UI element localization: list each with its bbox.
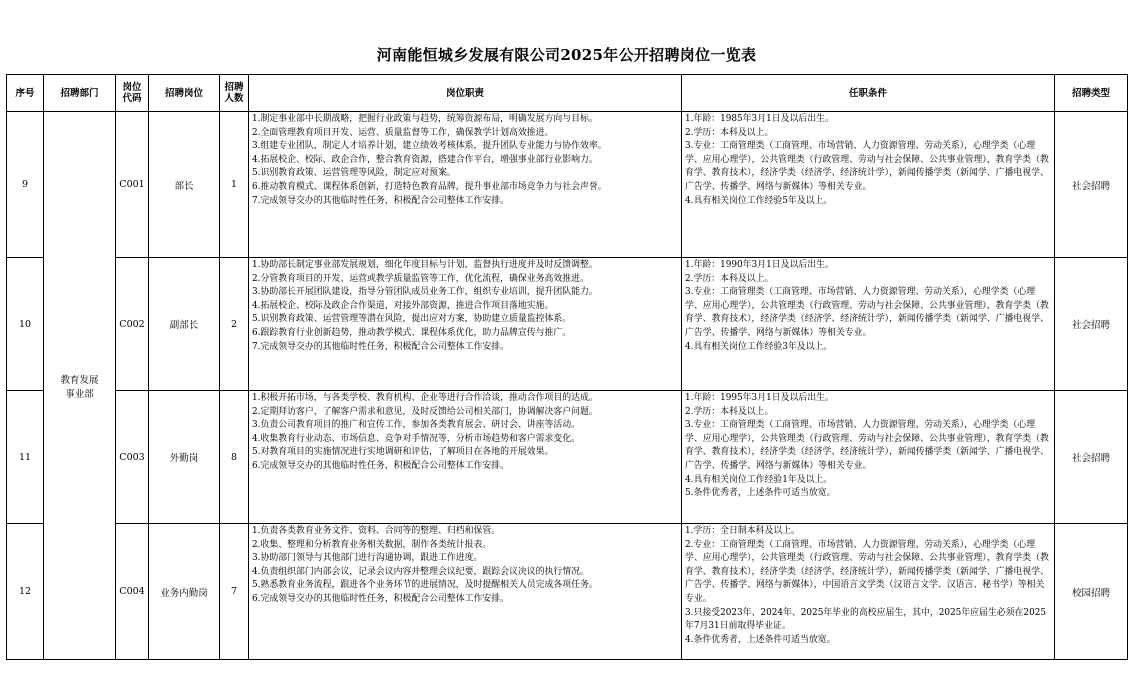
- duty-line: 2.全面管理教育项目开发、运营、质量监督等工作，确保教学计划高效推进。: [252, 127, 554, 138]
- table-row: [7, 112, 1128, 258]
- duty-line: 5.识别教育政策、运营管理等潜在风险，提出应对方案，协助建立质量监控体系。: [252, 314, 572, 325]
- cell-count: 1: [220, 112, 249, 258]
- duty-line: 3.组建专业团队，制定人才培养计划，建立绩效考核体系，提升团队专业能力与协作效率。: [252, 141, 607, 152]
- cell-code: C001: [116, 112, 149, 258]
- dept-line2: 事业部: [65, 388, 94, 400]
- requirement-line: 1.年龄：1985年3月1日及以后出生。: [685, 114, 834, 124]
- cell-seq: 12: [7, 524, 44, 660]
- cell-duties: [249, 112, 682, 258]
- cell-code: C004: [116, 524, 149, 660]
- duty-line: 4.拓展校企、校际、政企合作，整合教育资源，搭建合作平台，增强事业部行业影响力。: [252, 154, 598, 165]
- duty-line: 3.协助部门领导与其他部门进行沟通协调，跟进工作进度。: [252, 553, 483, 564]
- duty-line: 6.推动教育模式、课程体系创新，打造特色教育品牌，提升事业部市场竞争力与社会声誉。: [252, 181, 607, 192]
- duty-line: 2.收集、整理和分析教育业务相关数据，制作各类统计报表。: [252, 539, 492, 550]
- requirement-line: 2.专业：工商管理类（工商管理、市场营销、人力资源管理、劳动关系），心理学类（心理学、应用心理学），公共管理类（行政管理、劳动与社会保障、公共事业管理），教育学类（教育学、教育技术），经济学类（经济学、经济统计学），新闻传播学类（新闻学、广播电视学、广告学、传播学、网络与新媒体），中国语言文学类（汉语言文学、汉语言、秘书学）等相关专业。: [685, 539, 1049, 604]
- requirement-line: 3.专业：工商管理类（工商管理、市场营销、人力资源管理、劳动关系），心理学类（心理学、应用心理学），公共管理类（行政管理、劳动与社会保障、公共事业管理），教育学类（教育学、教育技术），经济学类（经济学、经济统计学），新闻传播学类（新闻学、广播电视学、广告学、传播学、网络与新媒体）等相关专业。: [685, 287, 1049, 338]
- requirement-line: 3.专业：工商管理类（工商管理、市场营销、人力资源管理、劳动关系），心理学类（心理学、应用心理学），公共管理类（行政管理、劳动与社会保障、公共事业管理），教育学类（教育学、教育技术），经济学类（经济学、经济统计学），新闻传播学类（新闻学、广播电视学、广告学、传播学、网络与新媒体）等相关专业。: [685, 420, 1049, 471]
- table-row: [7, 524, 1128, 660]
- requirement-line: 5.条件优秀者，上述条件可适当放宽。: [685, 488, 836, 499]
- header-code-line2: 代码: [122, 93, 142, 104]
- cell-count: 8: [220, 391, 249, 524]
- cell-seq: 9: [7, 112, 44, 258]
- header-count-line2: 人数: [224, 93, 244, 104]
- requirement-line: 2.学历：本科及以上。: [685, 127, 774, 138]
- duty-line: 4.拓展校企、校际及政企合作渠道，对接外部资源，推进合作项目落地实施。: [252, 300, 554, 311]
- header-dept: 招聘部门: [44, 75, 116, 112]
- duty-line: 3.负责公司教育项目的推广和宣传工作，参加各类教育展会、研讨会、讲座等活动。: [252, 420, 580, 431]
- requirement-line: 3.专业：工商管理类（工商管理、市场营销、人力资源管理、劳动关系），心理学类（心理学、应用心理学），公共管理类（行政管理、劳动与社会保障、公共事业管理），教育学类（教育学、教育技术），经济学类（经济学、经济统计学），新闻传播学类（新闻学、广播电视学、广告学、传播学、网络与新媒体）等相关专业。: [685, 141, 1049, 192]
- cell-seq: 11: [7, 391, 44, 524]
- duty-line: 3.协助部长开展团队建设，指导分管团队成员业务工作，组织专业培训，提升团队能力。: [252, 287, 598, 298]
- header-duties: 岗位职责: [249, 75, 682, 112]
- duty-line: 2.分管教育项目的开发、运营或教学质量监管等工作，优化流程，确保业务高效推进。: [252, 273, 589, 284]
- cell-code: C003: [116, 391, 149, 524]
- table-row: [7, 391, 1128, 524]
- cell-type: 校园招聘: [1055, 524, 1128, 660]
- header-count-line1: 招聘: [224, 82, 244, 93]
- header-count: [220, 75, 249, 112]
- requirement-line: 4.条件优秀者，上述条件可适当放宽。: [685, 634, 836, 645]
- page-title: 河南能恒城乡发展有限公司2025年公开招聘岗位一览表: [376, 46, 757, 64]
- requirement-line: 1.学历：全日制本科及以上。: [685, 526, 800, 536]
- duty-line: 5.对教育项目的实施情况进行实地调研和评估，了解项目在各地的开展效果。: [252, 447, 554, 458]
- cell-requirements: [682, 112, 1055, 258]
- cell-type: 社会招聘: [1055, 258, 1128, 391]
- requirement-line: 4.具有相关岗位工作经验1年及以上。: [685, 474, 833, 485]
- cell-seq: 10: [7, 258, 44, 391]
- header-row: [7, 75, 1128, 112]
- cell-requirements: [682, 258, 1055, 391]
- duty-line: 6.跟踪教育行业创新趋势，推动教学模式、课程体系优化，助力品牌宣传与推广。: [252, 327, 572, 338]
- duty-line: 2.定期拜访客户，了解客户需求和意见，及时反馈给公司相关部门，协调解决客户问题。: [252, 406, 598, 417]
- cell-type: 社会招聘: [1055, 391, 1128, 524]
- duty-line: 4.收集教育行业动态、市场信息、竞争对手情况等，分析市场趋势和客户需求变化。: [252, 433, 580, 444]
- cell-requirements: [682, 524, 1055, 660]
- requirement-line: 4.具有相关岗位工作经验5年及以上。: [685, 195, 833, 206]
- cell-duties: [249, 524, 682, 660]
- table-row: [7, 258, 1128, 391]
- cell-dept: [44, 112, 116, 660]
- cell-position: 副部长: [149, 258, 220, 391]
- requirement-line: 4.具有相关岗位工作经验3年及以上。: [685, 341, 833, 352]
- job-table: [6, 74, 1128, 660]
- duty-line: 5.识别教育政策、运营管理等风险，制定应对预案。: [252, 168, 456, 179]
- cell-position: 部长: [149, 112, 220, 258]
- cell-count: 7: [220, 524, 249, 660]
- duty-line: 6.完成领导交办的其他临时性任务，积极配合公司整体工作安排。: [252, 460, 509, 471]
- requirement-line: 2.学历：本科及以上。: [685, 406, 774, 417]
- header-requirements: 任职条件: [682, 75, 1055, 112]
- duty-line: 7.完成领导交办的其他临时性任务，积极配合公司整体工作安排。: [252, 341, 509, 352]
- duty-line: 6.完成领导交办的其他临时性任务，积极配合公司整体工作安排。: [252, 593, 509, 604]
- requirement-line: 2.学历：本科及以上。: [685, 273, 774, 284]
- duty-line: 5.熟悉教育业务流程，跟进各个业务环节的进展情况，及时提醒相关人员完成各项任务。: [252, 580, 598, 591]
- cell-position: 外勤岗: [149, 391, 220, 524]
- requirement-line: 3.只接受2023年、2024年、2025年毕业的高校应届生，其中，2025年应届生必须在2025年7月31日前取得毕业证。: [685, 607, 1047, 632]
- requirement-line: 1.年龄：1990年3月1日及以后出生。: [685, 260, 834, 270]
- header-code: [116, 75, 149, 112]
- duty-line: 7.完成领导交办的其他临时性任务，积极配合公司整体工作安排。: [252, 195, 509, 206]
- cell-code: C002: [116, 258, 149, 391]
- header-code-line1: 岗位: [122, 82, 142, 93]
- cell-position: 业务内勤岗: [149, 524, 220, 660]
- duty-line: 1.积极开拓市场，与各类学校、教育机构、企业等进行合作洽谈，推动合作项目的达成。: [252, 393, 598, 403]
- duty-line: 4.负责组织部门内部会议，记录会议内容并整理会议纪要，跟踪会议决议的执行情况。: [252, 566, 589, 577]
- duty-line: 1.协助部长制定事业部发展规划，细化年度目标与计划，监督执行进度并及时反馈调整。: [252, 260, 598, 270]
- dept-line1: 教育发展: [60, 374, 99, 386]
- cell-duties: [249, 258, 682, 391]
- header-position: 招聘岗位: [149, 75, 220, 112]
- cell-requirements: [682, 391, 1055, 524]
- duty-line: 1.负责各类教育业务文件、资料、合同等的整理、归档和保管。: [252, 526, 501, 536]
- requirement-line: 1.年龄：1995年3月1日及以后出生。: [685, 393, 834, 403]
- cell-duties: [249, 391, 682, 524]
- header-type: 招聘类型: [1055, 75, 1128, 112]
- cell-type: 社会招聘: [1055, 112, 1128, 258]
- duty-line: 1.制定事业部中长期战略，把握行业政策与趋势，统筹资源布局，明确发展方向与目标。: [252, 114, 598, 124]
- header-seq: 序号: [7, 75, 44, 112]
- cell-count: 2: [220, 258, 249, 391]
